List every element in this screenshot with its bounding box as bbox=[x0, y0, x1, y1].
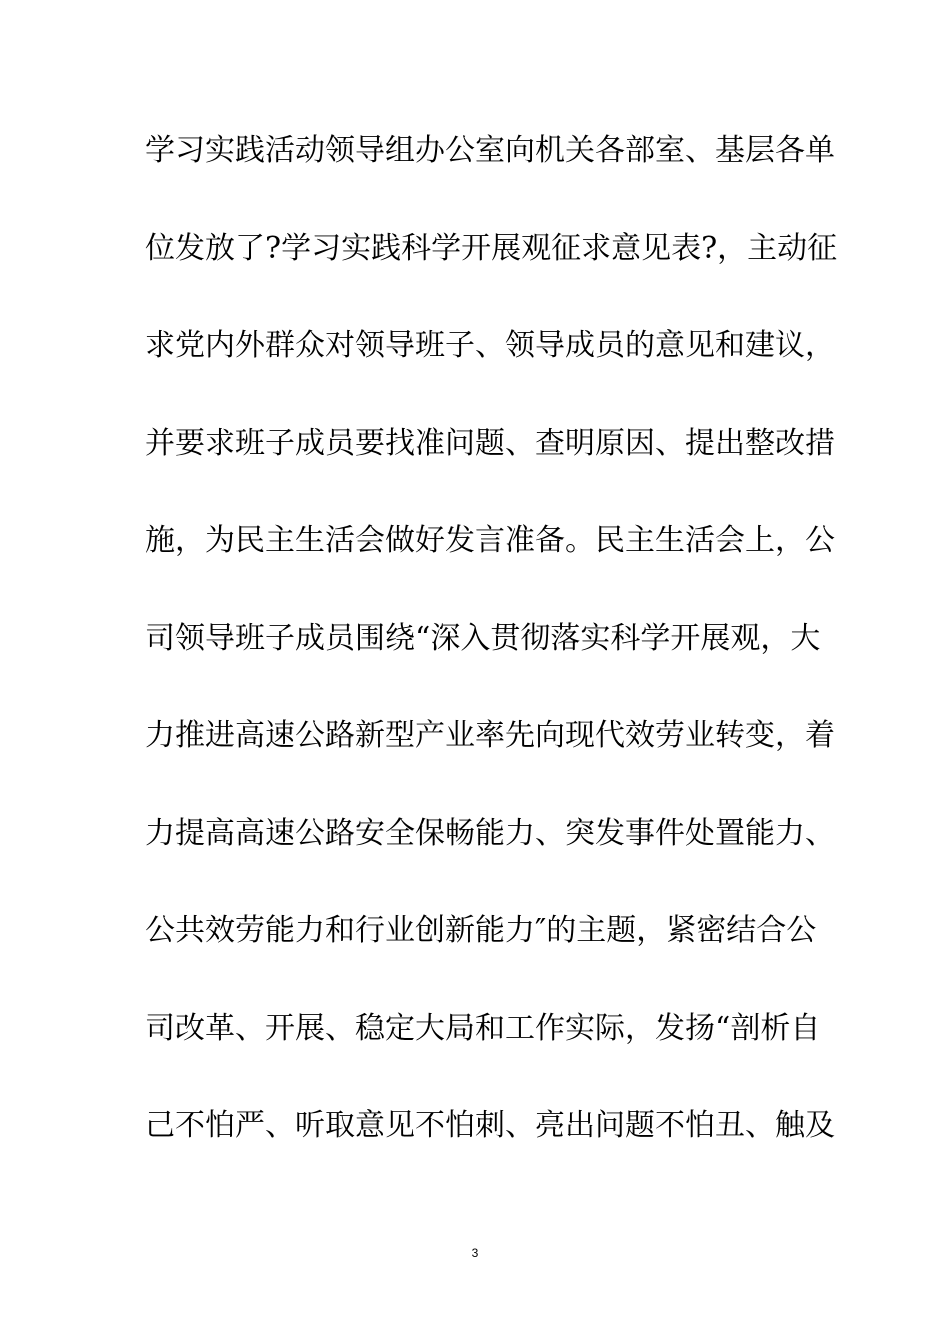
text-line: 学习实践活动领导组办公室向机关各部室、基层各单 bbox=[145, 133, 835, 168]
text-line: 司改革、开展、稳定大局和工作实际，发扬“剖析自 bbox=[145, 1010, 821, 1046]
text-line: 力推进高速公路新型产业率先向现代效劳业转变，着 bbox=[145, 718, 835, 753]
text-line: 施，为民主生活会做好发言准备。民主生活会上，公 bbox=[145, 523, 835, 558]
text-line: 求党内外群众对领导班子、领导成员的意见和建议， bbox=[145, 328, 835, 363]
text-line: 公共效劳能力和行业创新能力″的主题，紧密结合公 bbox=[145, 913, 817, 948]
text-line: 并要求班子成员要找准问题、查明原因、提出整改措 bbox=[145, 425, 835, 461]
text-line: 己不怕严、听取意见不怕刺、亮出问题不怕丑、触及 bbox=[145, 1108, 835, 1143]
page-number: 3 bbox=[471, 1246, 479, 1260]
text-line: 位发放了?学习实践科学开展观征求意见表?，主动征 bbox=[145, 230, 838, 266]
text-line: 司领导班子成员围绕“深入贯彻落实科学开展观，大 bbox=[145, 620, 821, 656]
text-line: 力提高高速公路安全保畅能力、突发事件处置能力、 bbox=[145, 815, 835, 851]
body-paragraph bbox=[145, 122, 838, 1195]
